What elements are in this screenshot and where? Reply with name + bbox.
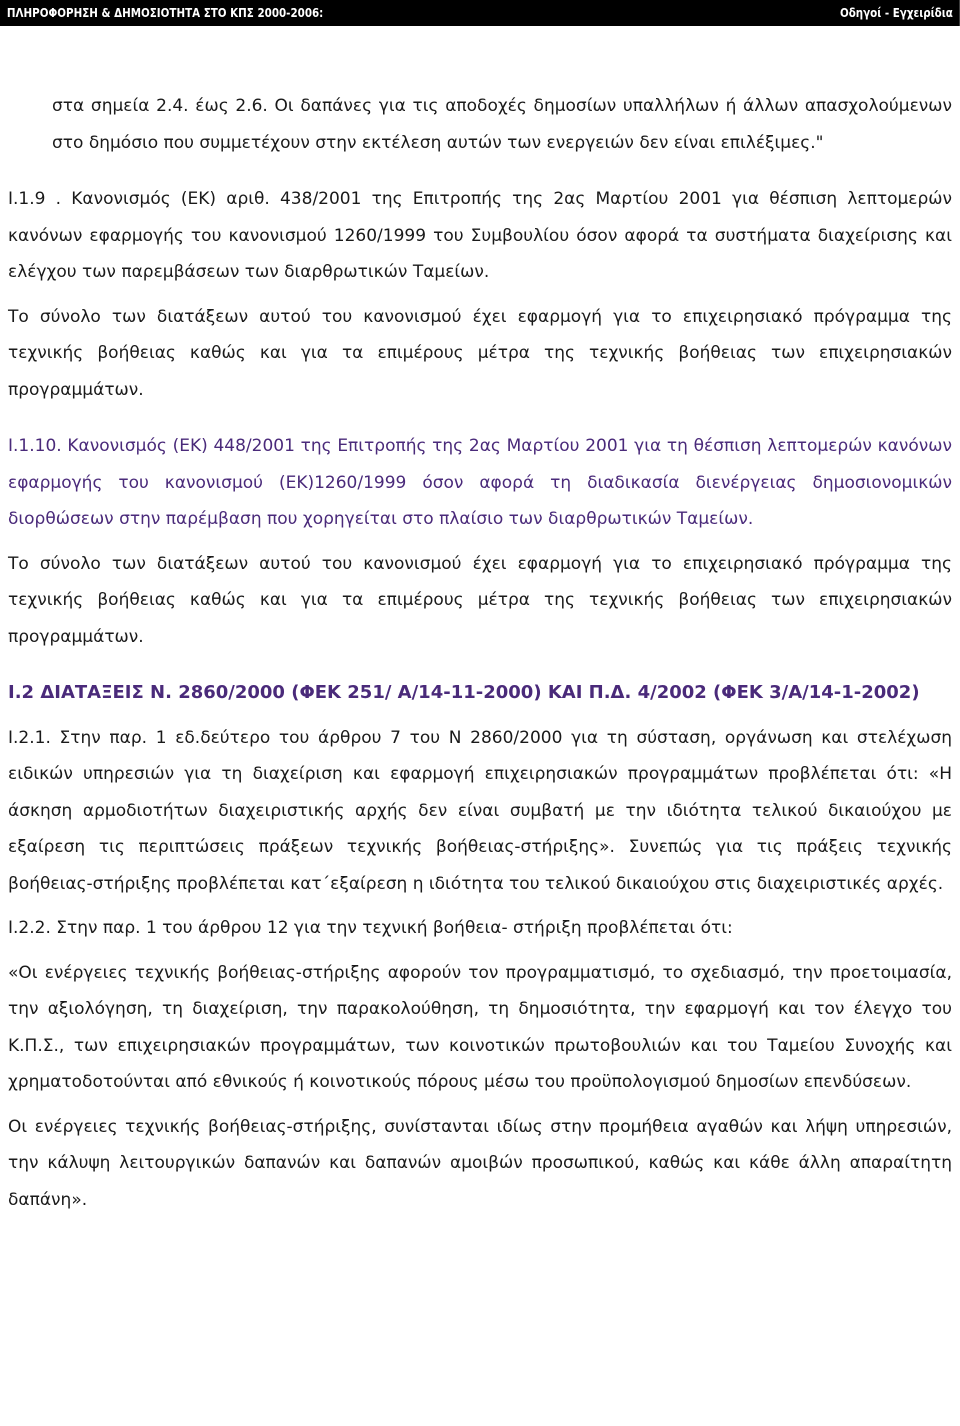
- document-body: [8, 88, 952, 1218]
- section-i22: Ι.2.2. Στην παρ. 1 του άρθρου 12 για την τεχνική βοήθεια- στήριξη προβλέπεται ότι:: [8, 918, 733, 938]
- section-heading-i2: Ι.2 ΔΙΑΤΑΞΕΙΣ Ν. 2860/2000 (ΦΕΚ 251/ Α/14-11-2000) ΚΑΙ Π.Δ. 4/2002 (ΦΕΚ 3/Α/14-1-2002): [8, 682, 920, 703]
- quote-paragraph-2: Οι ενέργειες τεχνικής βοήθειας-στήριξης, συνίστανται ιδίως στην προμήθεια αγαθών και λήψη υπηρεσιών, την κάλυψη λειτουργικών δαπανών και δαπανών αμοιβών προσωπικού, καθώς και κάθε άλλη απαραίτητη δαπάνη».: [8, 1116, 952, 1210]
- section-i110-text: Το σύνολο των διατάξεων αυτού του κανονισμού έχει εφαρμογή για το επιχειρησιακό πρόγραμμα της τεχνικής βοήθειας καθώς και για τα επιμέρους μέτρα της τεχνικής βοήθειας των επιχειρησιακών προγραμμάτων.: [8, 553, 952, 647]
- section-i19-text: Το σύνολο των διατάξεων αυτού του κανονισμού έχει εφαρμογή για το επιχειρησιακό πρόγραμμα της τεχνικής βοήθειας καθώς και για τα επιμέρους μέτρα της τεχνικής βοήθειας των επιχειρησιακών προγραμμάτων.: [8, 306, 952, 400]
- quote-paragraph-1: «Οι ενέργειες τεχνικής βοήθειας-στήριξης αφορούν τον προγραμματισμό, το σχεδιασμό, την προετοιμασία, την αξιολόγηση, τη διαχείριση, την παρακολούθηση, τη δημοσιότητα, την εφαρμογή και τον έλεγχο του Κ.Π.Σ., των επιχειρησιακών προγραμμάτων, των κοινοτικών πρωτοβουλιών και του Ταμείου Συνοχής και χρηματοδοτούνται από εθνικούς ή κοινοτικούς πόρους μέσω του προϋπολογισμού δημοσίων επενδύσεων.: [8, 962, 952, 1092]
- section-i21: Ι.2.1. Στην παρ. 1 εδ.δεύτερο του άρθρου 7 του Ν 2860/2000 για τη σύσταση, οργάνωση και στελέχωση ειδικών υπηρεσιών για τη διαχείριση και εφαρμογή επιχειρησιακών προγραμμάτων προβλέπεται ότι: «Η άσκηση αρμοδιοτήτων διαχειριστικής αρχής δεν είναι συμβατή με την ιδιότητα τελικού δικαιούχου με εξαίρεση τις περιπτώσεις πράξεων τεχνικής βοήθειας-στήριξης». Συνεπώς για τις πράξεις τεχνικής βοήθειας-στήριξης προβλέπεται κατ΄εξαίρεση η ιδιότητα του τελικού δικαιούχου στις διαχειριστικές αρχές.: [8, 727, 952, 894]
- document-header: [0, 0, 960, 26]
- header-title: ΠΛΗΡΟΦΟΡΗΣΗ & ΔΗΜΟΣΙΟΤΗΤΑ ΣΤΟ ΚΠΣ 2000-2006:: [6, 6, 324, 20]
- paragraph-intro: στα σημεία 2.4. έως 2.6. Οι δαπάνες για τις αποδοχές δημοσίων υπαλλήλων ή άλλων απασχολούμενων στο δημόσιο που συμμετέχουν στην εκτέλεση αυτών των ενεργειών δεν είναι επιλέξιμες.": [52, 96, 952, 153]
- header-category: Οδηγοί - Εγχειρίδια: [839, 6, 953, 20]
- section-i19-title: Ι.1.9 . Κανονισμός (ΕΚ) αριθ. 438/2001 της Επιτροπής της 2ας Μαρτίου 2001 για θέσπιση λεπτομερών κανόνων εφαρμογής του κανονισμού 1260/1999 του Συμβουλίου όσον αφορά τα συστήματα διαχείρισης και ελέγχου των παρεμβάσεων των διαρθρωτικών Ταμείων.: [8, 189, 952, 282]
- section-i110-title: Ι.1.10. Κανονισμός (ΕΚ) 448/2001 της Επιτροπής της 2ας Μαρτίου 2001 για τη θέσπιση λεπτομερών κανόνων εφαρμογής του κανονισμού (ΕΚ)1260/1999 όσον αφορά τη διαδικασία διενέργειας δημοσιονομικών διορθώσεων στην παρέμβαση που χορηγείται στο πλαίσιο των διαρθρωτικών Ταμείων.: [8, 436, 952, 529]
